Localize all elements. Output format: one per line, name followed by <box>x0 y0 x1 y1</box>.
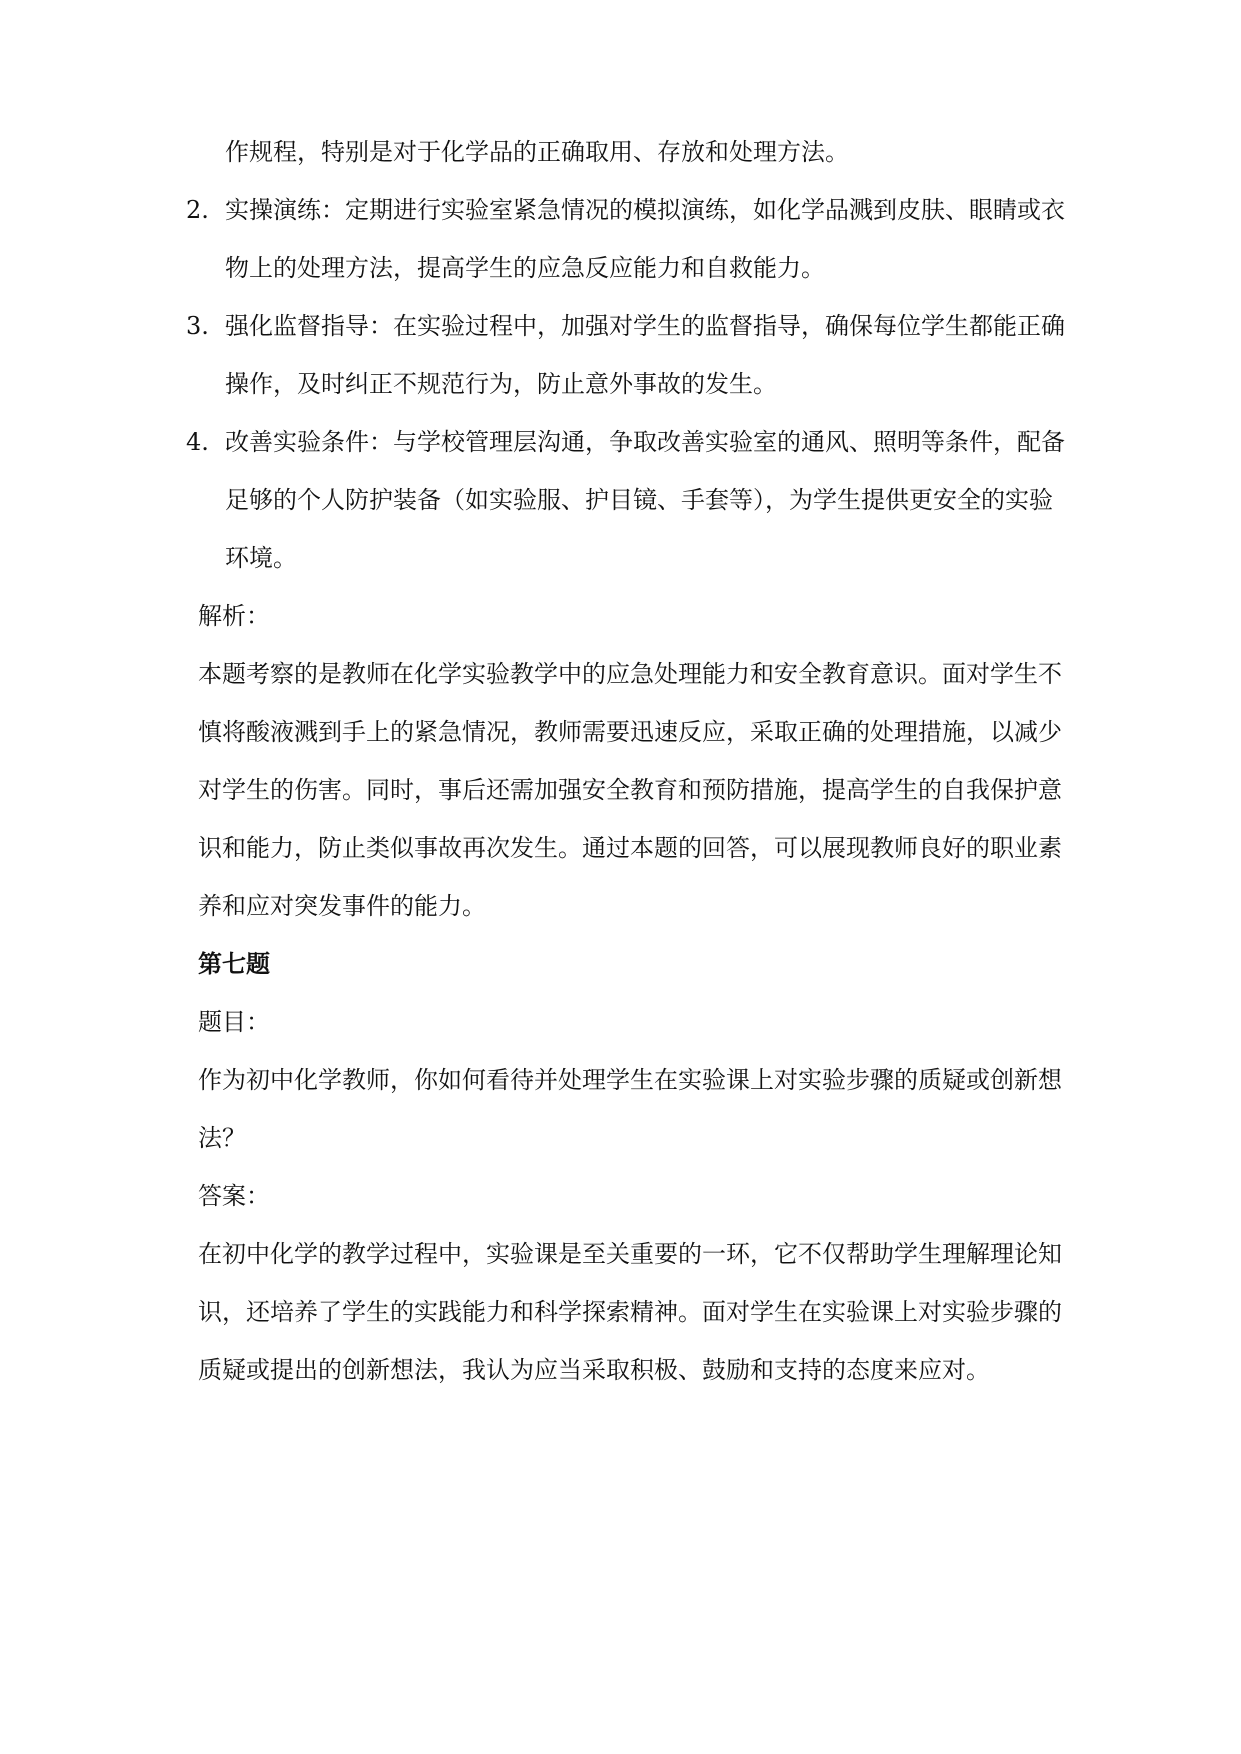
list-item-text: 改善实验条件：与学校管理层沟通，争取改善实验室的通风、照明等条件，配备 <box>225 428 1065 456</box>
analysis-text: 对学生的伤害。同时，事后还需加强安全教育和预防措施，提高学生的自我保护意 <box>198 776 1062 804</box>
analysis-text: 识和能力，防止类似事故再次发生。通过本题的回答，可以展现教师良好的职业素 <box>198 834 1062 862</box>
analysis-text: 养和应对突发事件的能力。 <box>198 892 486 920</box>
list-item-text: 强化监督指导：在实验过程中，加强对学生的监督指导，确保每位学生都能正确 <box>225 312 1065 340</box>
section-heading: 第七题 <box>198 949 270 978</box>
answer-text: 质疑或提出的创新想法，我认为应当采取积极、鼓励和支持的态度来应对。 <box>198 1356 990 1384</box>
list-item-number: 4. <box>186 428 209 456</box>
list-item-text: 环境。 <box>225 544 297 572</box>
answer-label: 答案： <box>198 1182 270 1210</box>
analysis-text: 本题考察的是教师在化学实验教学中的应急处理能力和安全教育意识。面对学生不 <box>198 660 1062 688</box>
question-label: 题目： <box>198 1008 270 1036</box>
question-text: 法？ <box>198 1124 246 1152</box>
answer-text: 在初中化学的教学过程中，实验课是至关重要的一环，它不仅帮助学生理解理论知 <box>198 1240 1062 1268</box>
answer-text: 识，还培养了学生的实践能力和科学探索精神。面对学生在实验课上对实验步骤的 <box>198 1298 1062 1326</box>
list-item-number: 3. <box>186 312 209 340</box>
list-item-text: 实操演练：定期进行实验室紧急情况的模拟演练，如化学品溅到皮肤、眼睛或衣 <box>225 196 1065 224</box>
list-item-number: 2. <box>186 196 209 224</box>
list-item-text: 足够的个人防护装备（如实验服、护目镜、手套等），为学生提供更安全的实验 <box>225 486 1053 514</box>
question-text: 作为初中化学教师，你如何看待并处理学生在实验课上对实验步骤的质疑或创新想 <box>198 1066 1062 1094</box>
list-item-text: 操作，及时纠正不规范行为，防止意外事故的发生。 <box>225 370 777 398</box>
analysis-text: 慎将酸液溅到手上的紧急情况，教师需要迅速反应，采取正确的处理措施，以减少 <box>198 718 1062 746</box>
analysis-label: 解析： <box>198 602 270 630</box>
list-item-text: 物上的处理方法，提高学生的应急反应能力和自救能力。 <box>225 254 825 282</box>
list-continuation-line: 作规程，特别是对于化学品的正确取用、存放和处理方法。 <box>225 138 849 166</box>
